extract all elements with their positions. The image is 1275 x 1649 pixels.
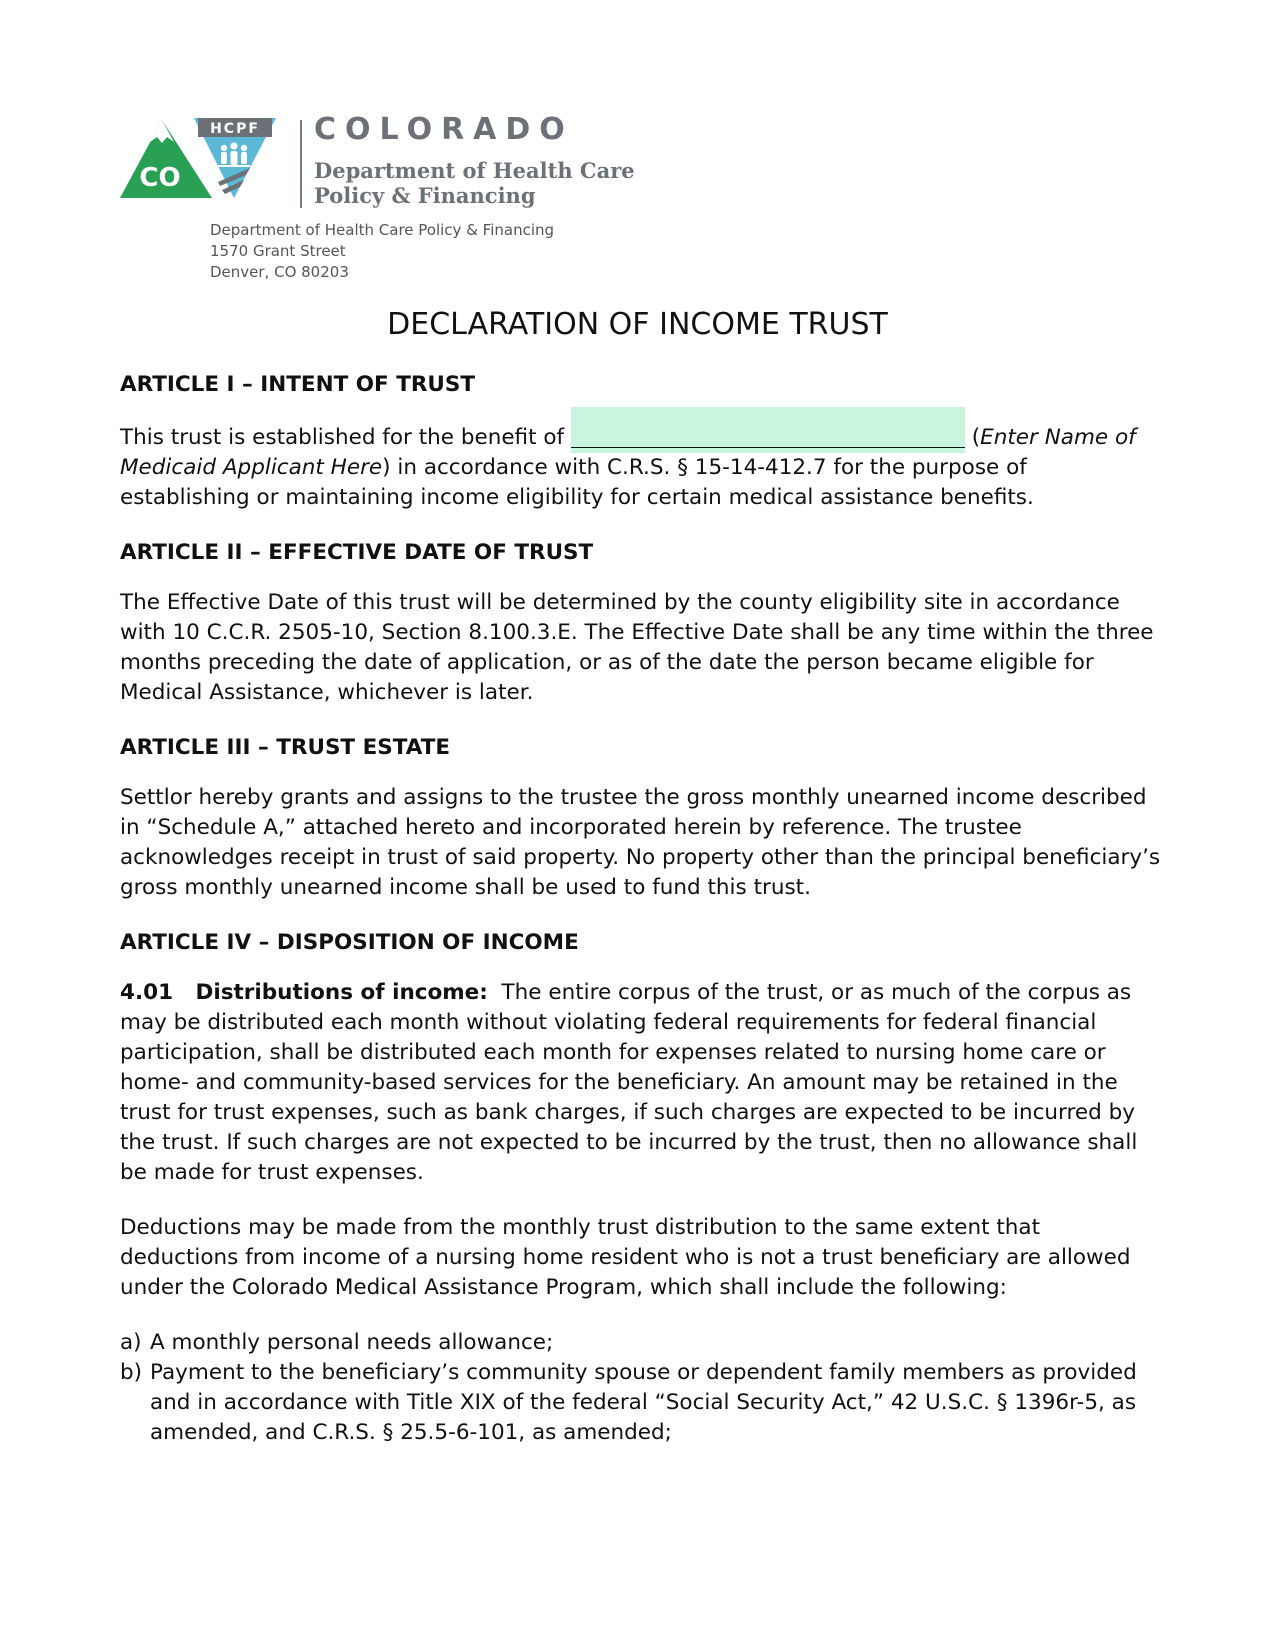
list-item: [120, 1328, 1162, 1358]
article2-heading: ARTICLE II – EFFECTIVE DATE OF TRUST: [120, 540, 594, 565]
section-number: 4.01: [120, 980, 174, 1005]
beneficiary-name-field-wrap[interactable]: [571, 420, 965, 453]
article4-deductions-text: Deductions may be made from the monthly trust distribution to the same extent that deductions from income of a nursing home resident who is not a trust beneficiary are allowed under the Colorado Medical Assistance Program, which shall include the following:: [120, 1215, 1131, 1300]
address-line2: 1570 Grant Street: [210, 242, 346, 260]
article1-italic-instruction: Enter Name of Medicaid Applicant Here: [120, 425, 1136, 480]
article3-text: Settlor hereby grants and assigns to the trustee the gross monthly unearned income described in “Schedule A,” attached hereto and incorporated herein by reference. The trustee acknowledges receipt in trust of said property. No property other than the principal beneficiary’s gross monthly unearned income shall be used to fund this trust.: [120, 785, 1161, 900]
deductions-list: [120, 1328, 1162, 1448]
hcpf-logo: [120, 118, 290, 214]
brand-department-name: [314, 158, 635, 208]
section-title: Distributions of income:: [195, 980, 488, 1005]
brand-dept-line2: Policy & Financing: [314, 183, 536, 208]
address-line3: Denver, CO 80203: [210, 263, 349, 281]
document-body: [120, 370, 1162, 1448]
article4-heading: ARTICLE IV – DISPOSITION OF INCOME: [120, 930, 579, 955]
return-address: [210, 220, 554, 283]
document-title: DECLARATION OF INCOME TRUST: [387, 307, 888, 342]
article1-paren-open: (: [964, 425, 981, 450]
article1-text: [120, 420, 1162, 513]
article3-heading: ARTICLE III – TRUST ESTATE: [120, 735, 451, 760]
article1-text-before: This trust is established for the benefit of: [120, 425, 571, 450]
logo-separator: [300, 120, 302, 208]
article4-section-401: [120, 978, 1162, 1188]
list-item-text: A monthly personal needs allowance;: [150, 1330, 554, 1355]
article2-text: The Effective Date of this trust will be determined by the county eligibility site in accordance with 10 C.C.R. 2505-10, Section 8.100.3.E. The Effective Date shall be any time within the three months preceding the date of application, or as of the date the person became eligible for Medical Assistance, whichever is later.: [120, 590, 1154, 705]
list-item-label: a): [120, 1330, 142, 1355]
svg-text:HCPF: HCPF: [210, 121, 260, 137]
section-text: The entire corpus of the trust, or as much of the corpus as may be distributed each month without violating federal requirements for federal financial participation, shall be distributed each month for expenses related to nursing home care or home- and community-based services for the beneficiary. An amount may be retained in the trust for trust expenses, such as bank charges, if such charges are expected to be incurred by the trust. If such charges are not expected to be incurred by the trust, then no allowance shall be made for trust expenses.: [120, 980, 1138, 1185]
brand-dept-line1: Department of Health Care: [314, 158, 635, 183]
svg-text:CO: CO: [139, 163, 181, 193]
address-line1: Department of Health Care Policy & Financing: [210, 221, 555, 239]
list-item-label: b): [120, 1360, 143, 1385]
colorado-logo-icon: [120, 118, 290, 214]
brand-state-name: COLORADO: [314, 112, 574, 147]
list-item: [120, 1358, 1162, 1448]
list-item-text: Payment to the beneficiary’s community spouse or dependent family members as provided and in accordance with Title XIX of the federal “Social Security Act,” 42 U.S.C. § 1396r-5, as amended, and C.R.S. § 25.5-6-101, as amended;: [150, 1360, 1137, 1445]
beneficiary-name-field[interactable]: [571, 420, 965, 448]
article1-text-after: ) in accordance with C.R.S. § 15-14-412.7 for the purpose of establishing or maintaining income eligibility for certain medical assistance benefits.: [120, 455, 1034, 510]
article1-heading: ARTICLE I – INTENT OF TRUST: [120, 372, 476, 397]
